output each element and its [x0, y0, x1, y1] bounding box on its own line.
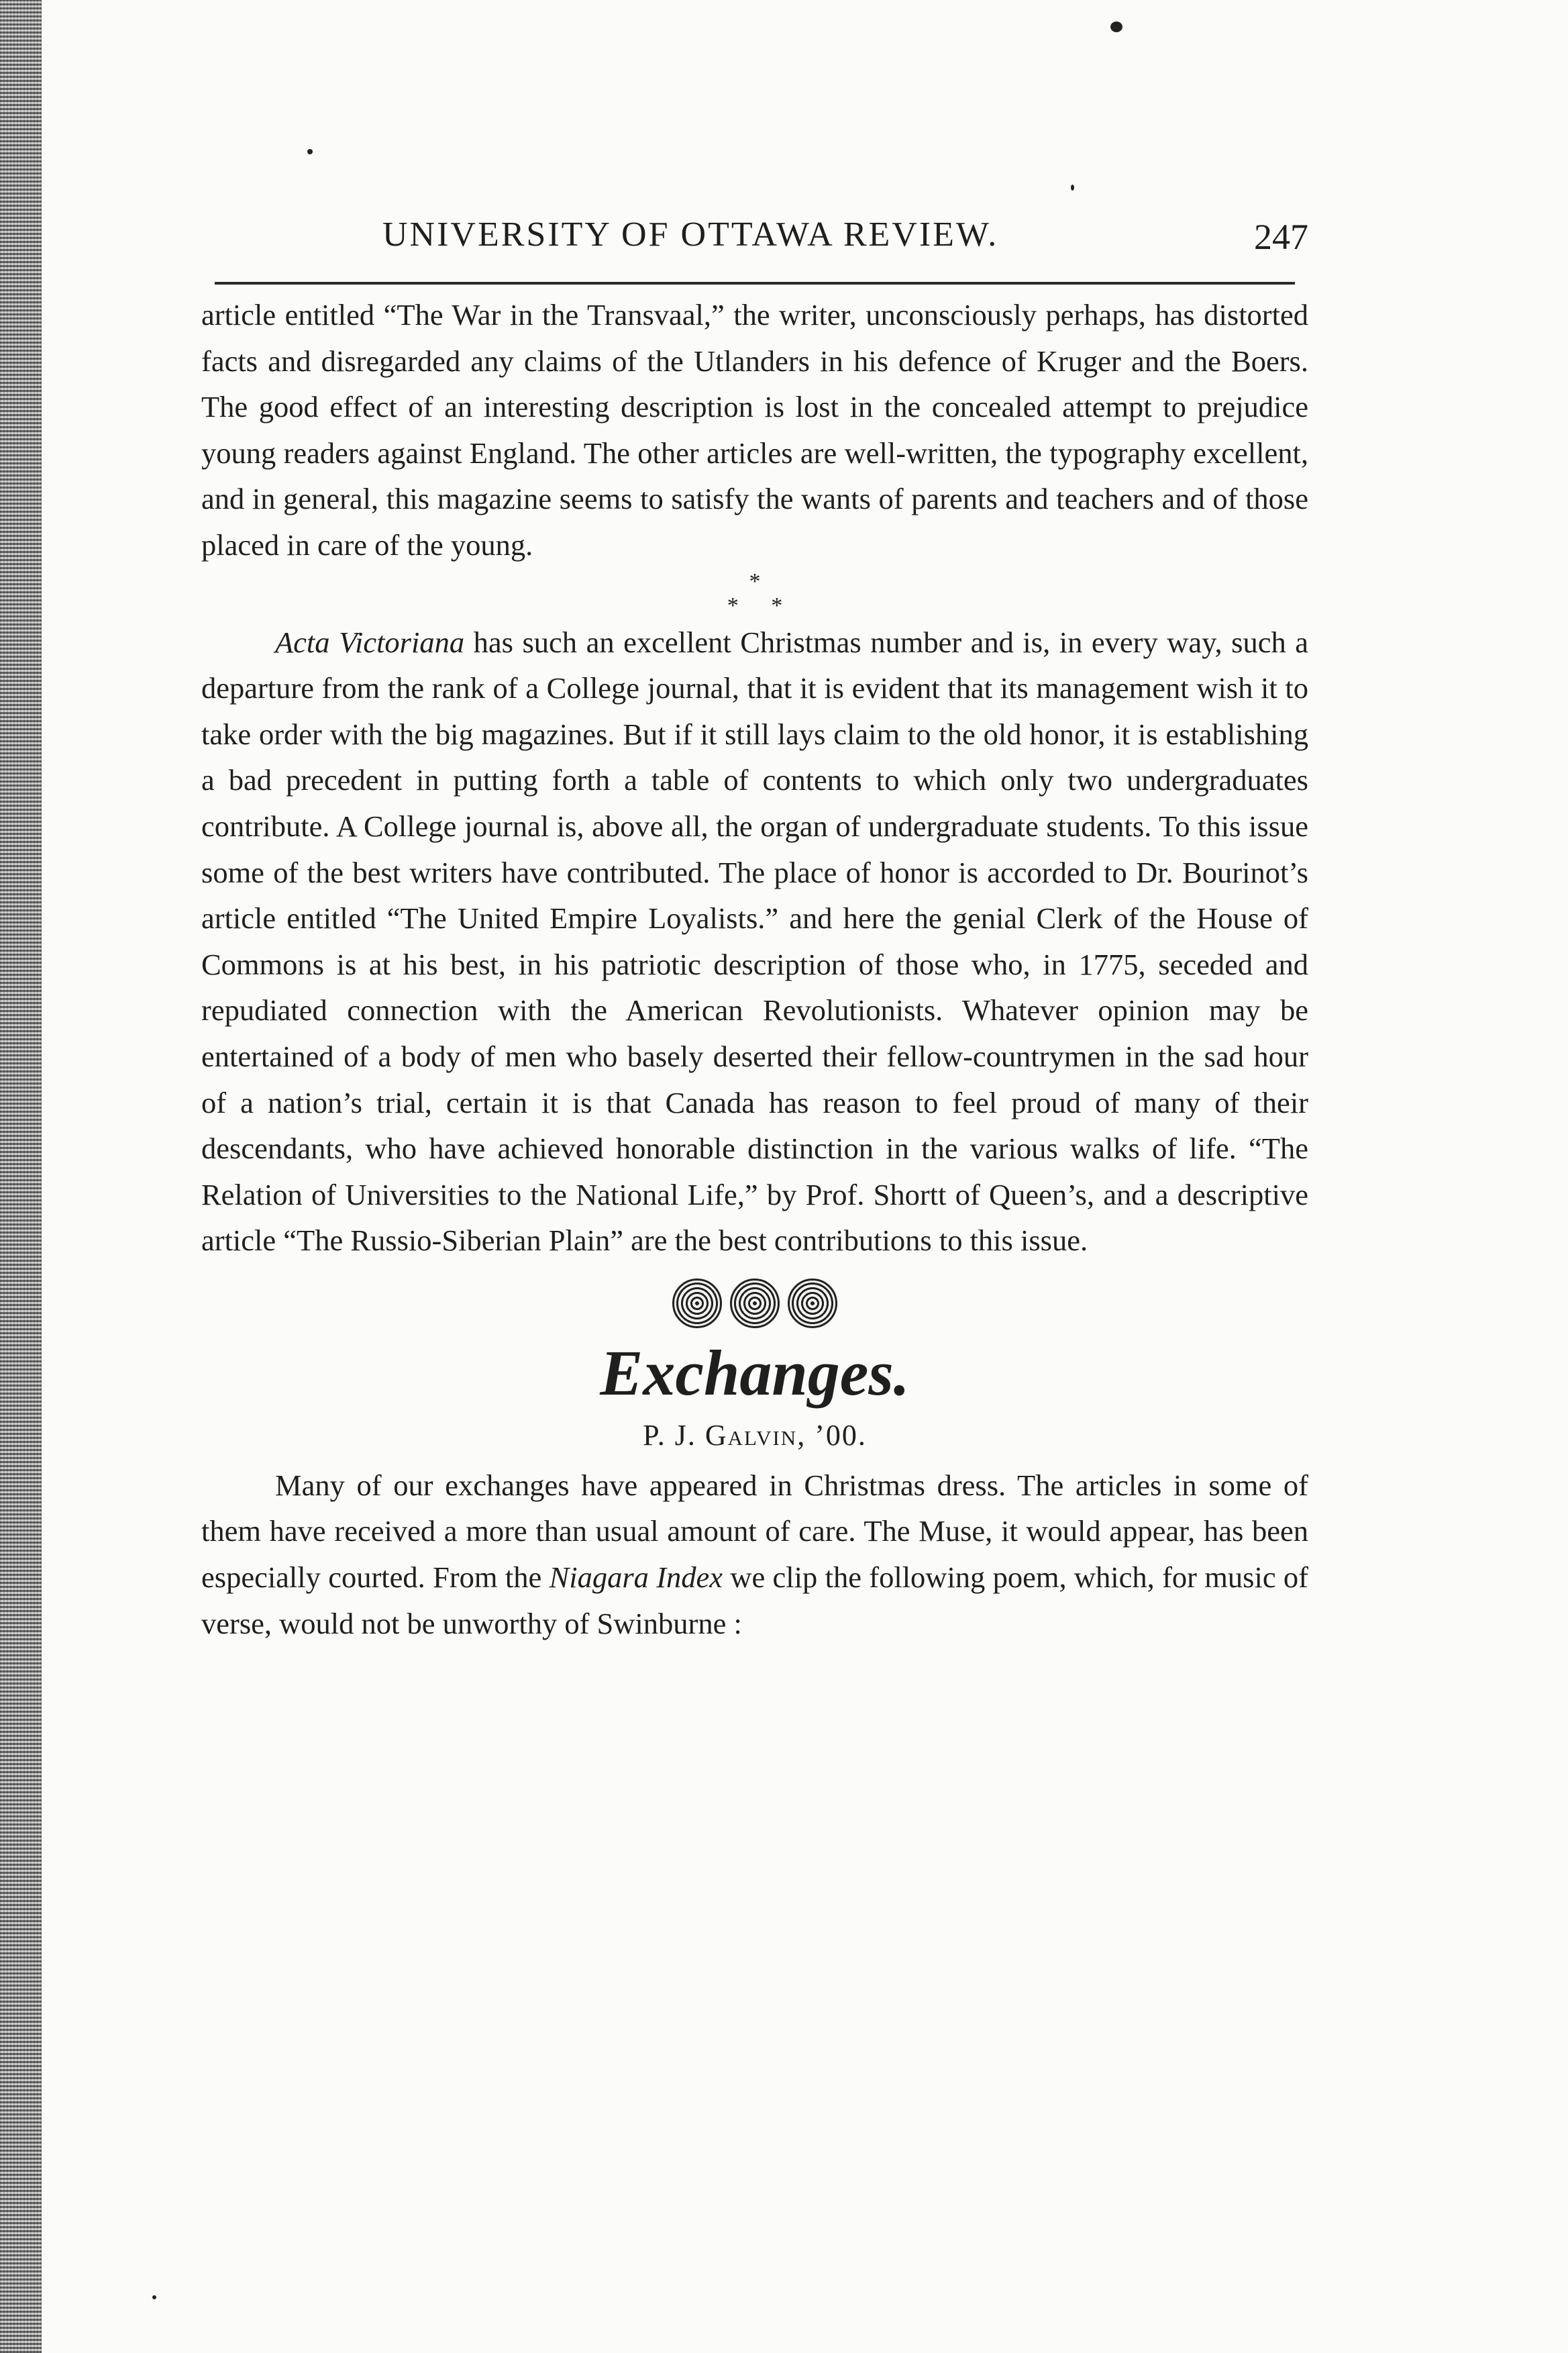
paragraph-acta-victoriana-body: has such an excellent Christmas number and is, in every way, such a departure from the rank of a College journal, that it is evident that its management wish it to take order with the big magazines. But if it still lays claim to the old honor, it is establishing a bad precedent in putting forth a table of contents to which only two undergraduates contribute. A College journal is, above all, the organ of undergraduate students. To this issue some of the best writers have contributed. The place of honor is accorded to Dr. Bourinot’s article entitled “The United Empire Loyalists.” and here the genial Clerk of the House of Commons is at his best, in his patriotic description of those who, in 1775, seceded and repudiated connection with the American Revolutionists. Whatever opinion may be entertained of a body of men who basely deserted their fellow-countrymen in the sad hour of a nation’s trial, certain it is that Canada has reason to feel proud of many of their descendants, who have achieved honorable distinction in the various walks of life. “The Relation of Universities to the National Life,” by Prof. Shortt of Queen’s, and a descriptive article “The Russio-Siberian Plain” are the best contributions to this issue.: [201, 625, 1308, 1258]
section-asterism: [201, 570, 1308, 618]
spiral-ornament-icon: [788, 1279, 837, 1328]
scanned-page-edge: [0, 0, 42, 2353]
paragraph-exchanges-end: we clip the following poem, which, for music of verse, would not be unworthy of Swinburne :: [201, 1560, 1308, 1640]
byline-year: ’00.: [815, 1418, 867, 1452]
asterism-bottom: * *: [727, 593, 796, 618]
page-header: [382, 215, 1308, 268]
print-speck: [307, 149, 313, 154]
spiral-ornament: [201, 1279, 1308, 1328]
header-rule: [215, 282, 1295, 285]
print-speck: [1110, 21, 1122, 32]
paragraph-transvaal-review: article entitled “The War in the Transvaal,” the writer, unconsciously perhaps, has distorted facts and disregarded any claims of the Utlanders in his defence of Kruger and the Boers. The good effect of an interesting description is lost in the concealed attempt to prejudice young readers against England. The other articles are well-written, the typography excellent, and in general, this magazine seems to satisfy the wants of parents and teachers and of those placed in care of the young.: [201, 298, 1308, 562]
byline-initials: P. J.: [643, 1418, 696, 1452]
journal-title-niagara-index: Niagara Index: [549, 1560, 723, 1595]
paragraph-exchanges: [201, 1462, 1308, 1646]
spiral-ornament-icon: [672, 1279, 722, 1328]
print-speck: [152, 2295, 156, 2299]
page-number: 247: [1254, 217, 1308, 257]
paragraph-acta-victoriana: [201, 619, 1308, 1264]
paragraph-exchanges-start: Many of our exchanges have appeared in Christmas dress. The articles in some of them have received a more than usual amount of care. The Muse, it would appear, has been especially courted. From the: [201, 1468, 1308, 1595]
spiral-ornament-icon: [730, 1279, 780, 1328]
asterism-top: *: [749, 568, 761, 594]
print-speck: [1071, 185, 1074, 191]
journal-title-acta-victoriana: Acta Victoriana: [275, 625, 465, 659]
section-byline: [201, 1414, 1308, 1457]
section-heading-exchanges: Exchanges.: [600, 1336, 910, 1409]
running-title: UNIVERSITY OF OTTAWA REVIEW.: [382, 215, 999, 254]
byline-surname: Galvin,: [704, 1418, 806, 1452]
text-column: [201, 292, 1308, 1646]
